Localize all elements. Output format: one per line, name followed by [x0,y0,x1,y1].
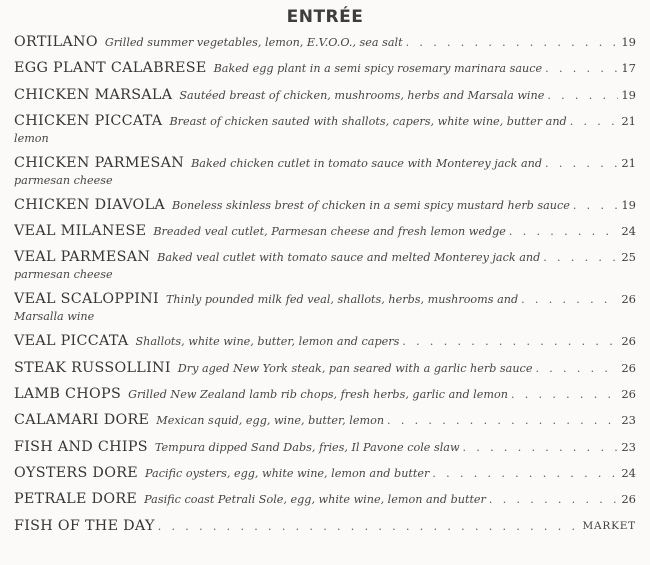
menu-item-price: 26 [621,360,636,375]
menu-item-description: Sautéed breast of chicken, mushrooms, herbs and Marsala wine [179,88,545,102]
menu-item-name: CHICKEN PARMESAN [14,154,185,171]
menu-item-price: MARKET [582,519,636,532]
menu-item [14,291,636,324]
menu-item-description: Breaded veal cutlet, Parmesan cheese and fresh lemon wedge [153,225,506,239]
menu-item [14,87,636,104]
menu-item-description: Pacific oysters, egg, white wine, lemon and butter [145,466,430,480]
dot-leader [511,386,618,403]
dot-leader [489,491,618,508]
menu-item-name: PETRALE DORE [14,491,138,508]
menu-item-price: 21 [621,155,636,170]
menu-item [14,34,636,51]
menu-item-description-continued: lemon [14,131,49,145]
menu-item [14,197,636,214]
menu-item-price: 26 [621,387,636,402]
menu-item-description-continued: Marsalla wine [14,310,95,324]
menu-item [14,491,636,508]
menu-item [14,223,636,240]
menu-item [14,360,636,377]
menu-item [14,155,636,188]
dot-leader [387,412,618,429]
menu-item-price: 23 [621,413,636,428]
menu-item-name: OYSTERS DORE [14,464,139,481]
dot-leader [158,518,580,535]
menu-item-name: CHICKEN PICCATA [14,112,163,129]
menu-item-description: Boneless skinless brest of chicken in a semi spicy mustard herb sauce [172,198,570,212]
menu-item-description: Baked chicken cutlet in tomato sauce with Monterey jack and [191,156,543,170]
menu-item [14,333,636,350]
menu-item-description: Baked egg plant in a semi spicy rosemary marinara sauce [213,62,543,76]
menu-item-price: 24 [621,465,636,480]
menu-item-name: CALAMARI DORE [14,412,150,429]
menu-item [14,113,636,146]
dot-leader [570,113,619,130]
menu-list [14,34,636,544]
menu-item-name: VEAL PICCATA [14,333,129,350]
dot-leader [432,465,618,482]
menu-item-description: Tempura dipped Sand Dabs, fries, Il Pavone cole slaw [154,440,460,454]
menu-item [14,249,636,282]
menu-item-description-continued: parmesan cheese [14,173,113,187]
menu-item-price: 17 [621,61,636,76]
menu-item-name: CHICKEN DIAVOLA [14,196,166,213]
menu-item-name: VEAL MILANESE [14,223,147,240]
dot-leader [509,223,618,240]
menu-item [14,465,636,482]
dot-leader [402,333,618,350]
dot-leader [573,197,618,214]
menu-item-name: EGG PLANT CALABRESE [14,60,207,77]
menu-item-name: ORTILANO [14,34,98,50]
menu-item-name: STEAK RUSSOLLINI [14,359,171,376]
menu-item-price: 19 [621,197,636,212]
menu-item-price: 25 [621,250,636,265]
menu-item-price: 19 [621,35,636,49]
dot-leader [547,87,618,104]
menu-item-price: 24 [621,224,636,239]
menu-item-description: Dry aged New York steak, pan seared with a garlic herb sauce [177,361,533,375]
menu-item-name: VEAL PARMESAN [14,249,151,266]
dot-leader [406,34,619,51]
menu-item-description: Mexican squid, egg, wine, butter, lemon [156,414,385,428]
menu-item [14,439,636,456]
menu-item-name: FISH OF THE DAY [14,517,155,534]
menu-item [14,386,636,403]
dot-leader [463,439,619,456]
menu-item-price: 19 [621,87,636,102]
menu-item-description: Breast of chicken sauted with shallots, capers, white wine, butter and [169,114,567,128]
menu-item-description: Shallots, white wine, butter, lemon and capers [135,335,400,349]
menu-item-description: Grilled New Zealand lamb rib chops, fresh herbs, garlic and lemon [128,388,508,402]
menu-item-price: 26 [621,492,636,507]
menu-item-price: 23 [621,439,636,454]
dot-leader [543,249,618,266]
menu-item-name: FISH AND CHIPS [14,438,148,455]
menu-item-description-continued: parmesan cheese [14,268,113,282]
menu-item-name: CHICKEN MARSALA [14,86,173,103]
menu-item-price: 26 [621,292,636,307]
dot-leader [545,155,618,172]
menu-item [14,60,636,77]
menu-item-price: 21 [621,113,636,128]
menu-item-description: Baked veal cutlet with tomato sauce and melted Monterey jack and [157,251,541,265]
dot-leader [545,60,618,77]
menu-item-description: Pasific coast Petrali Sole, egg, white wine, lemon and butter [144,493,486,507]
menu-item-price: 26 [621,334,636,349]
dot-leader [535,360,618,377]
menu-item-description: Grilled summer vegetables, lemon, E.V.O.O., sea salt [104,36,403,49]
menu-item [14,412,636,429]
menu-item-description: Thinly pounded milk fed veal, shallots, herbs, mushrooms and [165,293,519,307]
menu-section-title: ENTRÉE [286,7,364,27]
dot-leader [521,291,618,308]
menu-item-name: LAMB CHOPS [14,386,122,403]
menu-item-name: VEAL SCALOPPINI [14,291,159,308]
menu-item [14,518,636,535]
